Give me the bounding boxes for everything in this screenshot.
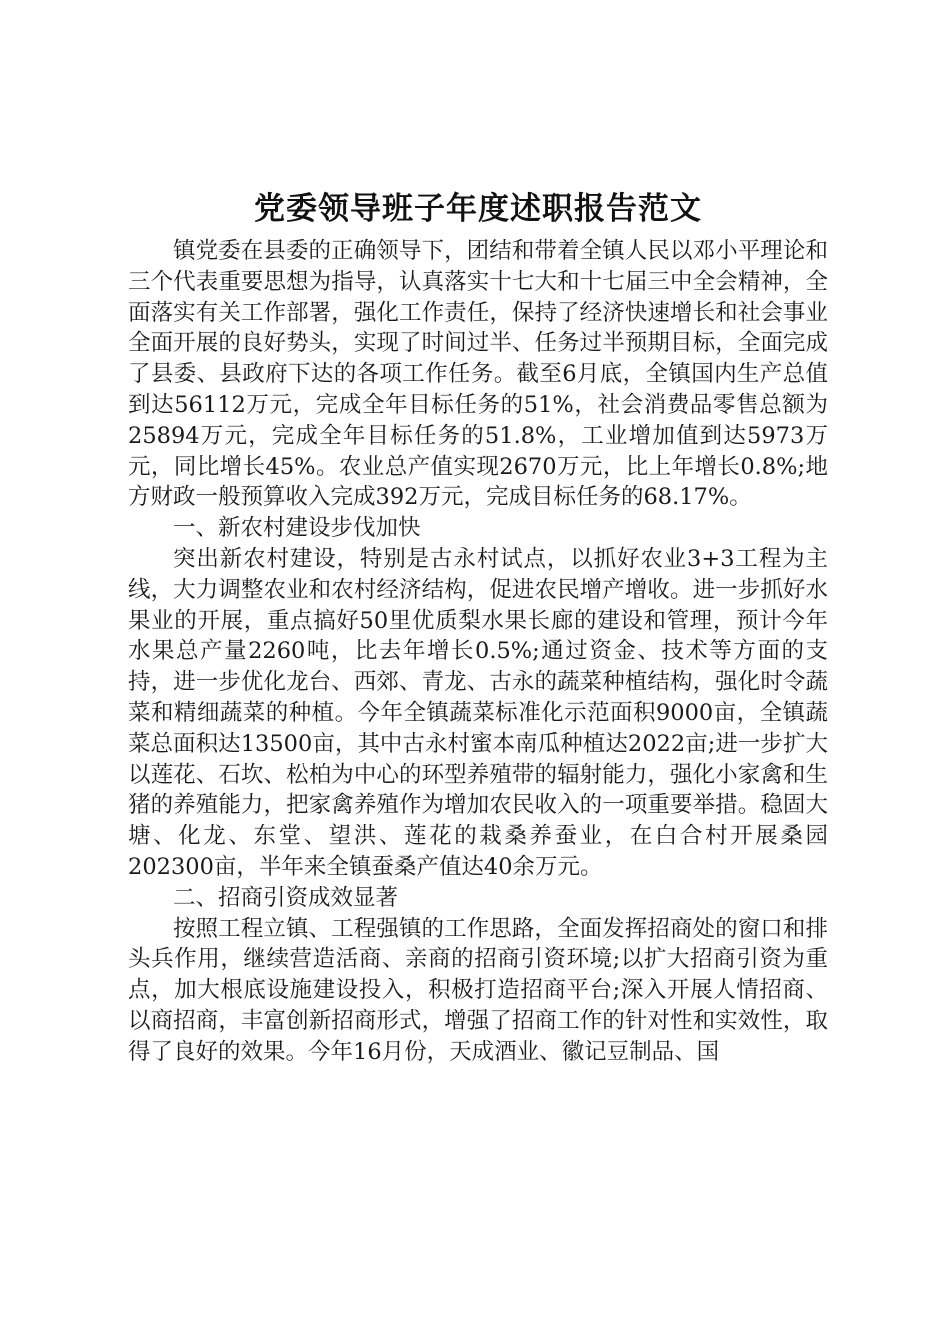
section-heading-new-countryside: 一、新农村建设步伐加快 xyxy=(173,515,421,542)
new-countryside-paragraph: 突出新农村建设，特别是古永村试点，以抓好农业3+3工程为主线，大力调整农业和农村经济结构，促进农民增产增收。进一步抓好水果业的开展，重点搞好50里优质梨水果长廊的建设和管理，预计今年水果总产量2260吨，比去年增长0.5%;通过资金、技术等方面的支持，进一步优化龙台、西郊、青龙、古永的蔬菜种植结构，强化时令蔬菜和精细蔬菜的种植。今年全镇蔬菜标准化示范面积9000亩，全镇蔬菜总面积达13500亩，其中古永村蜜本南瓜种植达2022亩;进一步扩大以莲花、石坎、松柏为中心的环型养殖带的辐射能力，强化小家禽和生猪的养殖能力，把家禽养殖作为增加农民收入的一项重要举措。稳固大塘、化龙、东堂、望洪、莲花的栽桑养蚕业，在白合村开展桑园202300亩，半年来全镇蚕桑产值达40余万元。 xyxy=(128,545,828,880)
document-title: 党委领导班子年度述职报告范文 xyxy=(254,191,702,227)
investment-paragraph: 按照工程立镇、工程强镇的工作思路，全面发挥招商处的窗口和排头兵作用，继续营造活商、亲商的招商引资环境;以扩大招商引资为重点，加大根底设施建设投入，积极打造招商平台;深入开展人情招商、以商招商，丰富创新招商形式，增强了招商工作的针对性和实效性，取得了良好的效果。今年16月份，天成酒业、徽记豆制品、国 xyxy=(128,915,828,1065)
intro-paragraph: 镇党委在县委的正确领导下，团结和带着全镇人民以邓小平理论和三个代表重要思想为指导，认真落实十七大和十七届三中全会精神，全面落实有关工作部署，强化工作责任，保持了经济快速增长和社会事业全面开展的良好势头，实现了时间过半、任务过半预期目标，全面完成了县委、县政府下达的各项工作任务。截至6月底，全镇国内生产总值到达56112万元，完成全年目标任务的51%，社会消费品零售总额为25894万元，完成全年目标任务的51.8%，工业增加值到达5973万元，同比增长45%。农业总产值实现2670万元，比上年增长0.8%;地方财政一般预算收入完成392万元，完成目标任务的68.17%。 xyxy=(128,238,828,511)
document-body xyxy=(128,186,828,1068)
section-heading-investment: 二、招商引资成效显著 xyxy=(173,884,399,911)
